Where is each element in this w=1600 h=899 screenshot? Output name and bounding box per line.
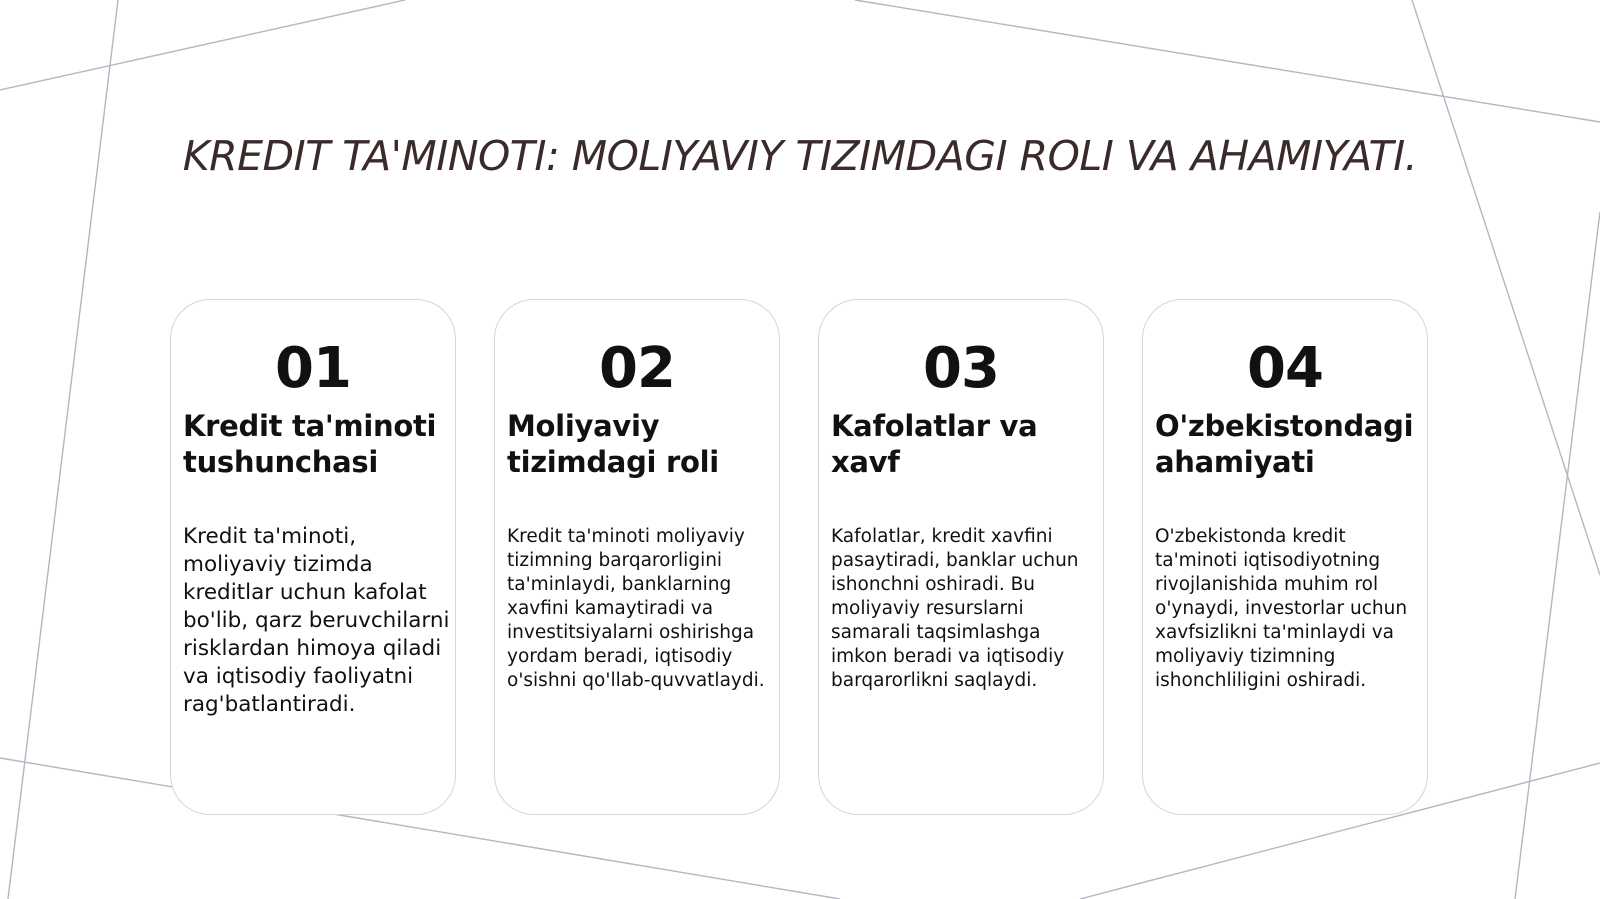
card-body: Kredit ta'minoti, moliyaviy tizimda kreditlar uchun kafolat bo'lib, qarz beruvchilarni risklardan himoya qiladi va iqtisodiy faoliyatni rag'batlantiradi.	[183, 524, 450, 717]
slide-title: KREDIT TA'MINOTI: MOLIYAVIY TIZIMDAGI ROLI VA AHAMIYATI.	[182, 132, 1418, 180]
card-heading: Kafolatlar va xavf	[831, 409, 1038, 479]
decor-line	[0, 0, 405, 90]
card-number: 02	[599, 336, 675, 401]
card-4	[1142, 299, 1428, 815]
card-body: Kredit ta'minoti moliyaviy tizimning barqarorligini ta'minlaydi, banklarning xavfini kamaytiradi va investitsiyalarni oshirishga yordam beradi, iqtisodiy o'sishni qo'llab-quvvatlaydi.	[507, 526, 765, 691]
card-3	[818, 299, 1104, 815]
card-heading: Moliyaviy tizimdagi roli	[507, 409, 719, 479]
card-heading: O'zbekistondagi ahamiyati	[1155, 409, 1414, 479]
decor-line	[855, 0, 1600, 122]
card-number: 01	[275, 336, 351, 401]
card-body: O'zbekistonda kredit ta'minoti iqtisodiyotning rivojlanishida muhim rol o'ynaydi, investorlar uchun xavfsizlikni ta'minlaydi va moliyaviy tizimning ishonchliligini oshiradi.	[1155, 526, 1408, 691]
decor-line	[1515, 212, 1600, 899]
card-1	[170, 299, 456, 815]
card-2	[494, 299, 780, 815]
card-body: Kafolatlar, kredit xavfini pasaytiradi, banklar uchun ishonchni oshiradi. Bu moliyaviy resurslarni samarali taqsimlashga imkon beradi va iqtisodiy barqarorlikni saqlaydi.	[831, 526, 1079, 691]
card-number: 04	[1247, 336, 1323, 401]
card-heading: Kredit ta'minoti tushunchasi	[183, 409, 437, 479]
card-number: 03	[923, 336, 999, 401]
decor-line	[1412, 0, 1600, 575]
